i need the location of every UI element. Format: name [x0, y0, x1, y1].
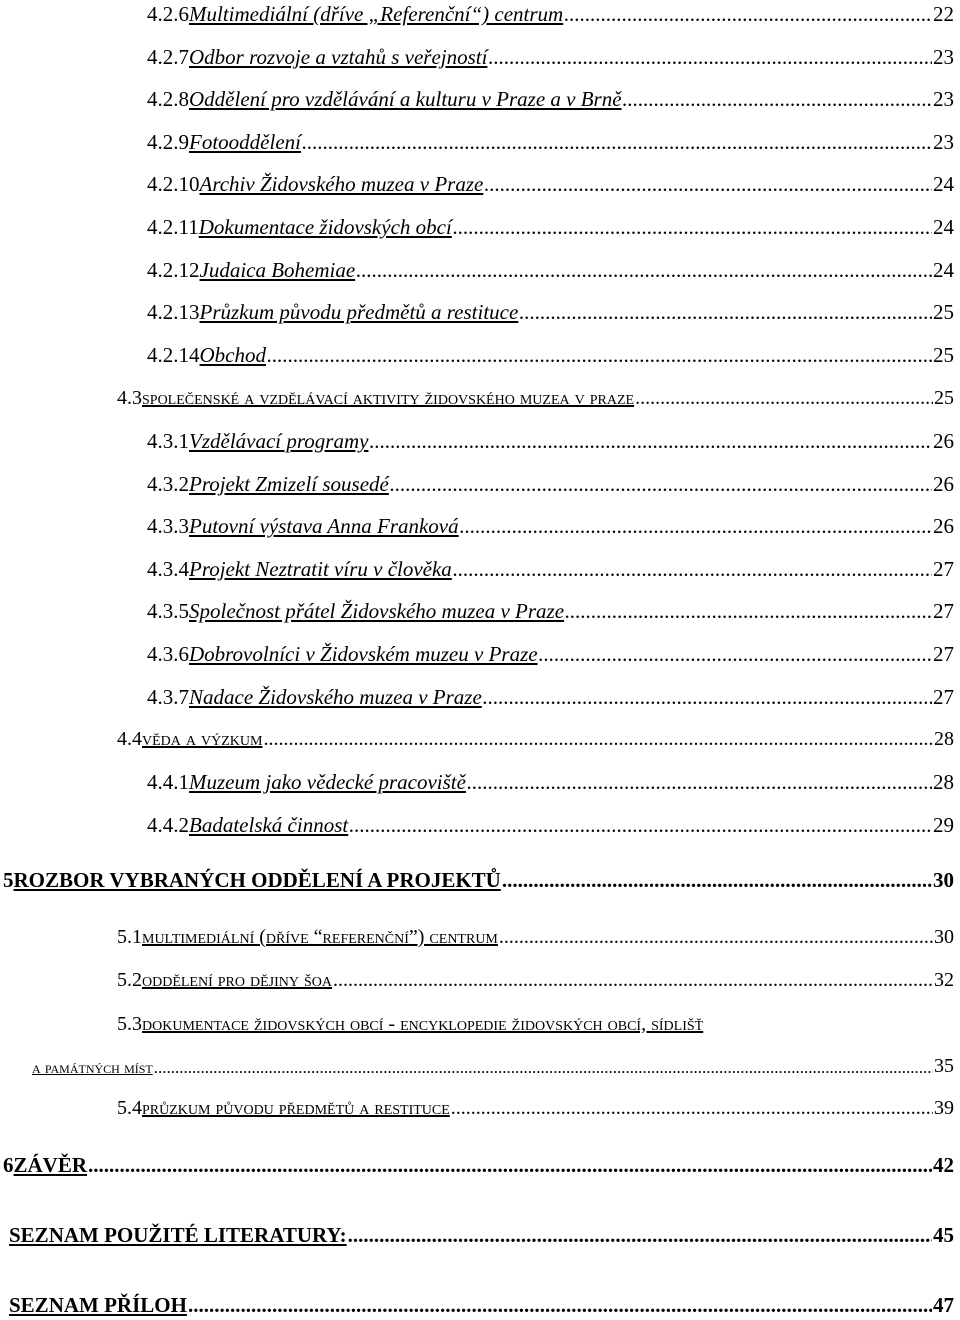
- toc-title: Projekt Zmizelí sousedé: [189, 471, 389, 496]
- toc-page: 23: [933, 87, 954, 112]
- toc-page: 25: [933, 342, 954, 367]
- toc-entry[interactable]: [147, 812, 954, 837]
- dot-leader: [484, 174, 932, 195]
- toc-title: průzkum původu předmětů a restituce: [142, 1097, 450, 1119]
- toc-number: 4.3.4: [147, 556, 189, 581]
- toc-page: 42: [933, 1153, 954, 1177]
- toc-title: Průzkum původu předmětů a restituce: [199, 300, 519, 325]
- toc-entry-5-3-line1[interactable]: [117, 1014, 954, 1034]
- dot-leader: [333, 970, 933, 990]
- toc-page: 26: [933, 471, 954, 496]
- toc-number: 5.4: [117, 1097, 142, 1119]
- toc-title: a památných míst: [32, 1058, 153, 1077]
- toc-entry-5-4[interactable]: [117, 1098, 954, 1118]
- toc-entry[interactable]: [147, 4, 954, 25]
- toc-title: SEZNAM PŘÍLOH: [9, 1293, 187, 1317]
- toc-entry[interactable]: [147, 44, 954, 69]
- dot-leader: [564, 4, 932, 25]
- toc-entry-4-4[interactable]: [117, 729, 954, 749]
- toc-entry[interactable]: [147, 601, 954, 622]
- toc-title: Putovní výstava Anna Franková: [189, 514, 459, 539]
- toc-page: 26: [933, 514, 954, 539]
- toc-entry[interactable]: [147, 302, 954, 323]
- dot-leader: [154, 1059, 933, 1076]
- toc-page: 35: [934, 1055, 954, 1077]
- toc-number: 4.2.13: [147, 300, 200, 325]
- toc-entry[interactable]: [147, 471, 954, 496]
- toc-entry[interactable]: [147, 772, 954, 793]
- toc-page: 24: [933, 215, 954, 239]
- toc-entry[interactable]: [147, 174, 954, 195]
- toc-page: 23: [933, 129, 954, 154]
- dot-leader: [565, 601, 932, 622]
- toc-title: Oddělení pro vzdělávání a kulturu v Praze a v Brně: [189, 87, 622, 112]
- toc-number: 6: [3, 1153, 14, 1177]
- toc-number: 5.1: [117, 926, 142, 948]
- toc-title: Vzdělávací programy: [189, 429, 369, 453]
- toc-title: ZÁVĚR: [13, 1153, 88, 1177]
- toc-entry-5-2[interactable]: [117, 970, 954, 990]
- toc-page: 27: [933, 599, 954, 624]
- toc-entry-4-3[interactable]: [117, 388, 954, 408]
- toc-title: Obchod: [199, 342, 266, 367]
- toc-page: 24: [933, 257, 954, 282]
- dot-leader: [390, 474, 932, 495]
- toc-page: 32: [934, 969, 954, 991]
- toc-title: Muzeum jako vědecké pracoviště: [189, 770, 466, 794]
- dot-leader: [502, 870, 932, 891]
- dot-leader: [635, 388, 933, 408]
- toc-number: 4.2.11: [147, 215, 199, 239]
- dot-leader: [499, 927, 933, 947]
- toc-title: SEZNAM POUŽITÉ LITERATURY:: [9, 1223, 347, 1247]
- toc-entry[interactable]: [147, 342, 954, 367]
- dot-leader: [369, 431, 932, 452]
- toc-number: 4.3.5: [147, 599, 189, 624]
- toc-entry[interactable]: [147, 516, 954, 537]
- toc-page: 26: [933, 429, 954, 453]
- toc-number: 4.4.1: [147, 770, 189, 794]
- dot-leader: [451, 1098, 933, 1118]
- toc-entry[interactable]: [147, 431, 954, 452]
- toc-chapter-6[interactable]: [3, 1155, 954, 1176]
- toc-title: Fotooddělení: [189, 129, 301, 154]
- toc-title: oddělení pro dějiny šoa: [142, 969, 332, 991]
- toc-title: Judaica Bohemiae: [199, 257, 356, 282]
- toc-page: 23: [933, 44, 954, 69]
- toc-page: 30: [933, 868, 954, 892]
- toc-title: společenské a vzdělávací aktivity židovského muzea v praze: [142, 387, 635, 409]
- dot-leader: [348, 1225, 932, 1246]
- toc-number: 4.2.12: [147, 257, 200, 282]
- dot-leader: [460, 516, 932, 537]
- toc-page: 27: [933, 684, 954, 709]
- toc-page: 24: [933, 172, 954, 197]
- dot-leader: [302, 132, 932, 153]
- toc-chapter-5[interactable]: [3, 870, 954, 891]
- toc-number: 4.2.10: [147, 172, 200, 197]
- toc-title: ROZBOR VYBRANÝCH ODDĚLENÍ A PROJEKTŮ: [13, 868, 501, 892]
- dot-leader: [539, 644, 932, 665]
- toc-page: 30: [934, 926, 954, 948]
- toc-number: 4.2.8: [147, 87, 189, 112]
- toc-number: 4.3.2: [147, 471, 189, 496]
- toc-number: 4.2.7: [147, 44, 189, 69]
- toc-page: 22: [933, 2, 954, 26]
- toc-number: 4.3.1: [147, 429, 189, 453]
- toc-entry[interactable]: [147, 556, 954, 581]
- toc-entry-5-1[interactable]: [117, 927, 954, 947]
- toc-number: 5.3: [117, 1013, 142, 1035]
- toc-page: 29: [933, 812, 954, 837]
- toc-page: 47: [933, 1293, 954, 1317]
- toc-page: 45: [933, 1223, 954, 1247]
- toc-page: 39: [934, 1097, 954, 1119]
- toc-title: Odbor rozvoje a vztahů s veřejností: [189, 44, 488, 69]
- dot-leader: [188, 1295, 932, 1316]
- toc-entry[interactable]: [147, 644, 954, 665]
- toc-number: 4.4: [117, 728, 142, 750]
- dot-leader: [453, 217, 932, 238]
- dot-leader: [453, 559, 932, 580]
- toc-page: 25: [934, 387, 954, 409]
- toc-title: Projekt Neztratit víru v člověka: [189, 556, 452, 581]
- toc-number: 5: [3, 868, 14, 892]
- toc-number: 4.3.6: [147, 642, 189, 666]
- toc-appendices[interactable]: [3, 1295, 954, 1316]
- toc-number: 5.2: [117, 969, 142, 991]
- toc-entry[interactable]: [147, 684, 954, 709]
- toc-title: Multimediální (dříve „Referenční“) centrum: [189, 2, 564, 26]
- toc-page: 27: [933, 556, 954, 581]
- toc-number: 4.2.6: [147, 2, 189, 26]
- toc-title: Společnost přátel Židovského muzea v Praze: [189, 599, 565, 624]
- toc-number: 4.2.14: [147, 342, 200, 367]
- toc-title: věda a výzkum: [142, 728, 263, 750]
- toc-page: 25: [933, 300, 954, 325]
- toc-title: Badatelská činnost: [189, 812, 349, 837]
- toc-entry[interactable]: [147, 89, 954, 110]
- toc-number: 4.3.3: [147, 514, 189, 539]
- toc-entry[interactable]: [147, 217, 954, 238]
- toc-literature[interactable]: [3, 1225, 954, 1246]
- dot-leader: [488, 47, 932, 68]
- toc-title: Archiv Židovského muzea v Praze: [199, 172, 484, 197]
- toc-entry[interactable]: [147, 129, 954, 154]
- dot-leader: [467, 772, 932, 793]
- toc-title: dokumentace židovských obcí - encyklopedie židovských obcí, sídlišť: [142, 1013, 704, 1035]
- dot-leader: [263, 729, 933, 749]
- toc-title: multimediální (dříve “referenční”) centrum: [142, 926, 498, 948]
- dot-leader: [88, 1155, 932, 1176]
- toc-number: 4.3: [117, 387, 142, 409]
- toc-entry-5-3-line2[interactable]: [32, 1056, 954, 1076]
- dot-leader: [483, 687, 932, 708]
- dot-leader: [623, 89, 932, 110]
- toc-page: 28: [933, 770, 954, 794]
- dot-leader: [519, 302, 932, 323]
- toc-title: Nadace Židovského muzea v Praze: [189, 684, 482, 709]
- toc-number: 4.3.7: [147, 684, 189, 709]
- dot-leader: [356, 260, 932, 281]
- toc-number: 4.4.2: [147, 812, 189, 837]
- toc-title: Dobrovolníci v Židovském muzeu v Praze: [189, 642, 538, 666]
- dot-leader: [349, 815, 932, 836]
- toc-entry[interactable]: [147, 257, 954, 282]
- toc-number: 4.2.9: [147, 129, 189, 154]
- toc-title: Dokumentace židovských obcí: [198, 215, 452, 239]
- dot-leader: [267, 345, 932, 366]
- toc-page: 27: [933, 642, 954, 666]
- toc-page: 28: [934, 728, 954, 750]
